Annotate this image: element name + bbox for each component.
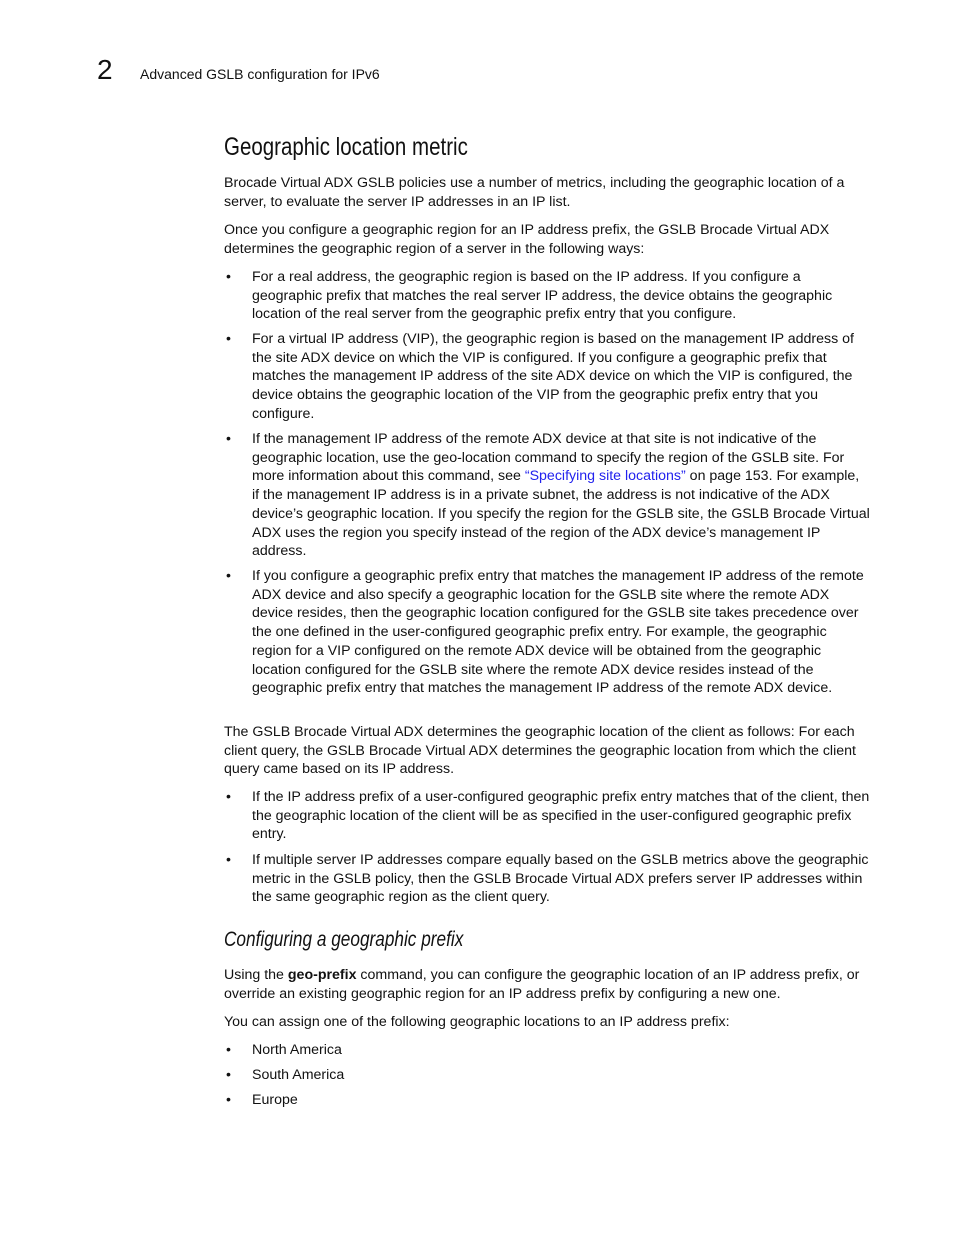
list-item: • North America — [226, 1042, 342, 1058]
bullet-icon: • — [226, 431, 231, 447]
bullet-icon: • — [226, 1092, 231, 1108]
list-item: • If the IP address prefix of a user-configured geographic prefix entry matches that of the client, then the geographic location of the client will be as specified in the user-configured geographic prefix entry. — [226, 789, 870, 843]
bullet-icon: • — [226, 331, 231, 347]
section-title: Geographic location metric — [224, 133, 468, 161]
bullet-icon: • — [226, 1067, 231, 1083]
bullet-icon: • — [226, 1042, 231, 1058]
chapter-number: 2 — [97, 54, 113, 85]
list-item: • If multiple server IP addresses compare equally based on the GSLB metrics above the geographic metric in the GSLB policy, then the GSLB Brocade Virtual ADX prefers server IP addresses within the same geographic region as the client query. — [226, 852, 869, 906]
list-item: • Europe — [226, 1092, 298, 1108]
list-item: • For a virtual IP address (VIP), the geographic region is based on the management IP address of the site ADX device on which the VIP is configured. If you configure a geographic prefix that matches the management IP address of the site ADX device on which the VIP is configured, the device obtains the geographic location of the VIP from the geographic prefix entry that you configure. — [226, 331, 854, 422]
paragraph: The GSLB Brocade Virtual ADX determines the geographic location of the client as follows: For each client query, the GSLB Brocade Virtual ADX determines the geographic location from which the client query came based on its IP address. — [224, 724, 856, 778]
list-item: • South America — [226, 1067, 345, 1083]
bullet-icon: • — [226, 852, 231, 868]
subsection-title: Configuring a geographic prefix — [224, 928, 464, 951]
specifying-site-locations-link[interactable]: “Specifying site locations” — [524, 468, 686, 485]
list-item: • If the management IP address of the remote ADX device at that site is not indicative of the geographic location, use the geo-location command to specify the region of the GSLB site. For more information about this command, see “Specifying site locations” on page 153. For example, if the management IP address is in a private subnet, the address is not indicative of the ADX device’s geographic location. If you specify the region for the GSLB site, the GSLB Brocade Virtual ADX uses the region you specify instead of the region of the ADX device’s management IP address. — [226, 431, 870, 560]
bullet-icon: • — [226, 789, 231, 805]
running-title: Advanced GSLB configuration for IPv6 — [140, 66, 380, 82]
bullet-icon: • — [226, 269, 231, 285]
paragraph: You can assign one of the following geographic locations to an IP address prefix: — [224, 1014, 730, 1030]
bullet-icon: • — [226, 568, 231, 584]
list-item: • If you configure a geographic prefix entry that matches the management IP address of the remote ADX device and also specify a geographic location for the GSLB site where the remote ADX device resides, then the geographic location configured for the GSLB site takes precedence over the one defined in the user-configured geographic prefix entry. For example, the geographic region for a VIP configured on the remote ADX device will be obtained from the geographic location configured for the GSLB site where the remote ADX device resides instead of the geographic prefix entry that matches the management IP address of the remote ADX device. — [226, 568, 864, 697]
paragraph: Using the geo-prefix command, you can configure the geographic location of an IP address prefix, or override an existing geographic region for an IP address prefix by configuring a new one. — [224, 967, 860, 1002]
paragraph: Brocade Virtual ADX GSLB policies use a number of metrics, including the geographic location of a server, to evaluate the server IP addresses in an IP list. — [224, 175, 845, 210]
paragraph: Once you configure a geographic region for an IP address prefix, the GSLB Brocade Virtual ADX determines the geographic region of a server in the following ways: — [224, 222, 830, 257]
list-item: • For a real address, the geographic region is based on the IP address. If you configure a geographic prefix that matches the real server IP address, the device obtains the geographic location of the real server from the geographic prefix entry that you configure. — [226, 269, 833, 323]
command-name: geo-prefix — [287, 967, 357, 983]
